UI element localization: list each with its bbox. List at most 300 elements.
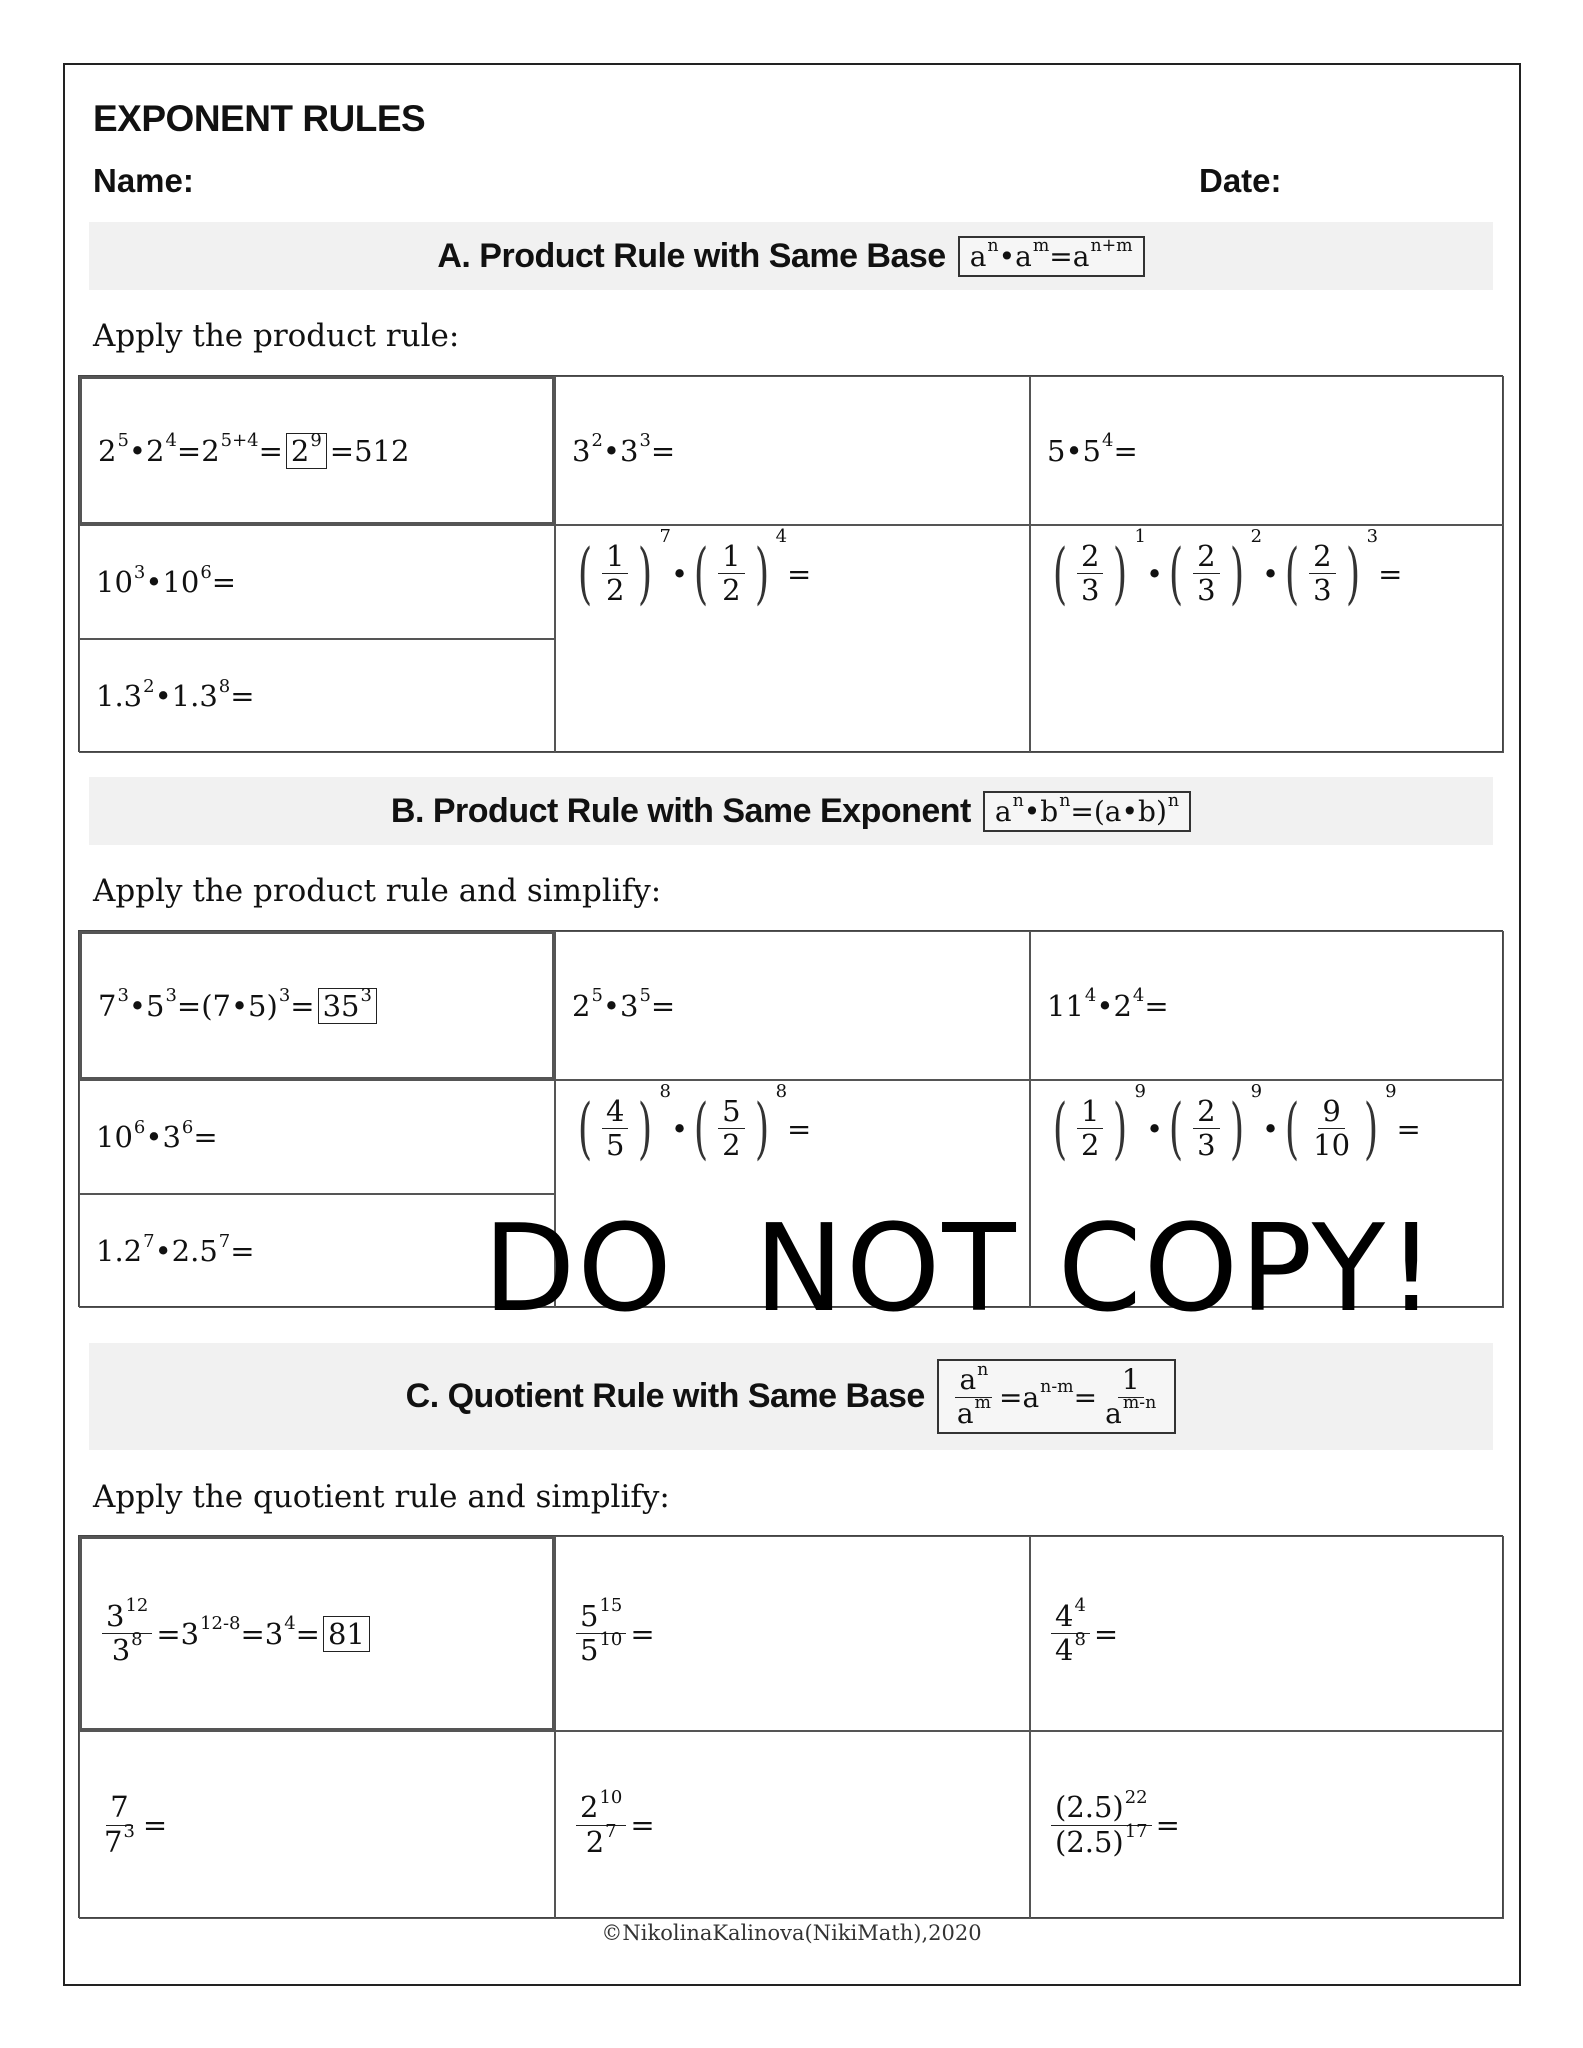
exponent: n xyxy=(977,1359,989,1380)
exponent: 3 xyxy=(639,430,651,452)
math-expression xyxy=(328,1617,365,1651)
numerator xyxy=(1077,540,1103,574)
math-text: 5 xyxy=(722,1094,741,1128)
math-expression xyxy=(1189,540,1223,608)
math-expression xyxy=(572,526,812,613)
math-expression xyxy=(98,1595,373,1668)
exponent: 10 xyxy=(599,1629,623,1651)
math-text: = xyxy=(142,1808,168,1842)
denominator xyxy=(953,1393,995,1430)
math-text: •10 xyxy=(145,565,200,599)
fraction xyxy=(576,1786,626,1859)
problem-cell xyxy=(1030,1731,1504,1919)
math-expression xyxy=(572,430,676,468)
math-text: •2.5 xyxy=(154,1234,218,1268)
left-paren: ( xyxy=(577,534,593,613)
math-text: =2 xyxy=(176,433,220,468)
math-text: 2 xyxy=(1313,539,1332,573)
denominator xyxy=(1051,1820,1152,1859)
math-expression xyxy=(722,1095,740,1128)
math-text: 11 xyxy=(1047,988,1084,1023)
math-expression xyxy=(96,1230,255,1268)
exponent: 6 xyxy=(133,1116,146,1138)
math-text: = xyxy=(211,565,237,599)
problem-cell xyxy=(555,376,1030,525)
exponent: m xyxy=(1032,236,1050,257)
denominator xyxy=(1051,1629,1090,1667)
math-expression xyxy=(1305,1095,1358,1163)
fraction xyxy=(576,1595,626,1668)
left-paren: ( xyxy=(693,534,709,613)
math-expression xyxy=(1313,574,1331,607)
math-text: 35 xyxy=(322,988,360,1023)
section-a-instruction: Apply the product rule: xyxy=(93,318,460,354)
math-expression xyxy=(1047,430,1138,468)
exponent: 8 xyxy=(775,1081,788,1103)
numerator xyxy=(1077,1095,1103,1129)
math-text: =(a•b) xyxy=(1070,794,1167,828)
section-b-header xyxy=(89,777,1493,845)
math-expression xyxy=(572,985,676,1023)
math-expression xyxy=(714,540,748,608)
exponent: n-m xyxy=(1040,1377,1074,1398)
math-expression xyxy=(722,1129,740,1162)
math-expression xyxy=(580,1595,623,1633)
denominator xyxy=(602,574,628,607)
math-text: •a xyxy=(998,239,1032,273)
numerator xyxy=(718,1095,744,1129)
exponent: 3 xyxy=(117,985,129,1007)
math-text: 3 xyxy=(1197,1128,1216,1163)
math-expression xyxy=(959,1359,989,1397)
section-a-header xyxy=(89,222,1493,290)
math-text: 1 xyxy=(606,539,625,573)
math-expression xyxy=(956,1393,991,1430)
right-paren: ) xyxy=(1229,534,1244,613)
exponent: n xyxy=(1059,791,1071,812)
math-text: = xyxy=(258,433,283,468)
math-expression xyxy=(1073,540,1107,608)
math-text: •1.3 xyxy=(154,679,218,713)
math-text: •3 xyxy=(145,1120,181,1154)
exponent: 9 xyxy=(1134,1081,1146,1103)
math-text: 4 xyxy=(1055,1633,1074,1667)
problem-cell xyxy=(79,525,555,639)
problem-cell xyxy=(79,1731,555,1919)
fraction xyxy=(1193,540,1219,608)
parenthesized-group xyxy=(1047,1081,1146,1168)
math-text: • xyxy=(1262,1111,1280,1146)
math-text: 2 xyxy=(290,433,310,468)
math-text: 7 xyxy=(110,1790,129,1825)
right-paren: ) xyxy=(754,1089,769,1168)
right-paren: ) xyxy=(1113,534,1128,613)
math-text: = xyxy=(630,1808,655,1842)
exponent: m xyxy=(974,1393,991,1414)
math-expression xyxy=(598,1095,632,1163)
exponent: n xyxy=(1167,791,1180,812)
math-expression xyxy=(1122,1364,1140,1396)
fraction xyxy=(602,1095,628,1163)
exponent: n xyxy=(1012,791,1024,812)
math-text: 2 xyxy=(722,573,741,608)
exponent: 12 xyxy=(125,1595,149,1617)
exponent: 4 xyxy=(165,430,177,452)
math-expression xyxy=(96,561,237,599)
math-text: 2 xyxy=(1197,539,1216,573)
name-label: Name: xyxy=(93,162,194,199)
math-text: = xyxy=(1155,1808,1180,1842)
exponent: 8 xyxy=(1074,1629,1086,1651)
math-expression xyxy=(722,574,740,607)
denominator xyxy=(1101,1393,1160,1430)
exponent: 8 xyxy=(218,675,231,697)
math-text: 3 xyxy=(111,1633,131,1667)
numerator xyxy=(576,1786,626,1825)
math-text: = xyxy=(230,1234,255,1268)
exponent: 2 xyxy=(143,675,155,697)
exponent: 6 xyxy=(200,561,212,583)
math-text: = xyxy=(193,1120,218,1154)
math-expression xyxy=(1313,1129,1350,1162)
math-text: = xyxy=(1113,433,1138,468)
exponent: 4 xyxy=(775,526,788,548)
math-expression xyxy=(106,1595,149,1633)
problem-cell xyxy=(1030,1536,1504,1731)
fraction xyxy=(1051,1595,1090,1668)
denominator xyxy=(1309,1129,1354,1162)
math-text: •2 xyxy=(128,433,165,468)
numerator xyxy=(1318,1095,1344,1129)
exponent: 2 xyxy=(1250,526,1263,548)
fraction xyxy=(953,1359,995,1430)
problem-cell xyxy=(555,1731,1030,1919)
fraction xyxy=(100,1791,139,1859)
exponent: 9 xyxy=(1385,1081,1397,1103)
exponent: 2 xyxy=(591,430,603,452)
left-paren: ( xyxy=(1284,534,1300,613)
problem-cell xyxy=(79,639,555,753)
math-text: 1.2 xyxy=(96,1234,143,1268)
worksheet-title: EXPONENT RULES xyxy=(93,98,426,139)
math-text: =512 xyxy=(329,433,410,468)
math-text: 2 xyxy=(585,1824,605,1859)
parenthesized-group xyxy=(572,526,671,613)
math-text: 9 xyxy=(1322,1094,1341,1128)
math-expression xyxy=(585,1820,617,1859)
section-a-title: A. Product Rule with Same Base xyxy=(437,236,946,275)
exponent: 6 xyxy=(181,1116,194,1138)
parenthesized-group xyxy=(1279,1081,1397,1168)
math-expression xyxy=(322,985,372,1023)
math-text: 10 xyxy=(96,1120,133,1154)
numerator xyxy=(602,1095,628,1129)
math-text: • xyxy=(1145,556,1164,591)
exponent: 4 xyxy=(1102,430,1114,452)
parenthesized-group xyxy=(688,526,788,613)
math-text: • xyxy=(670,556,689,591)
right-paren: ) xyxy=(754,534,769,613)
math-text: =(7•5) xyxy=(176,988,278,1023)
math-expression xyxy=(1081,574,1099,607)
left-paren: ( xyxy=(693,1089,709,1168)
fraction xyxy=(1309,540,1335,608)
math-text: =a xyxy=(998,1380,1040,1414)
section-c-title: C. Quotient Rule with Same Base xyxy=(405,1377,925,1415)
math-expression xyxy=(1313,540,1331,573)
math-text: 7 xyxy=(98,988,117,1023)
math-text: a xyxy=(959,1363,977,1397)
fraction xyxy=(1101,1364,1160,1429)
section-b-instruction: Apply the product rule and simplify: xyxy=(93,873,662,909)
math-text: • xyxy=(1262,556,1280,591)
problem-cell xyxy=(1030,525,1504,753)
denominator xyxy=(718,1129,744,1162)
math-text: 10 xyxy=(1313,1128,1351,1163)
right-paren: ) xyxy=(1113,1089,1128,1168)
denominator xyxy=(602,1129,628,1162)
math-text: 7 xyxy=(104,1824,123,1859)
problem-cell-example xyxy=(79,1536,555,1731)
exponent: 7 xyxy=(143,1230,155,1252)
math-text: 1 xyxy=(1081,1094,1100,1128)
exponent: 7 xyxy=(605,1820,617,1842)
denominator xyxy=(1193,1129,1219,1162)
math-expression xyxy=(1105,1393,1157,1430)
exponent: 3 xyxy=(123,1820,135,1842)
math-expression xyxy=(1197,540,1215,573)
math-text: 4 xyxy=(1055,1598,1074,1633)
math-text: = xyxy=(630,1616,655,1651)
parenthesized-group xyxy=(1163,526,1263,613)
left-paren: ( xyxy=(1168,534,1184,613)
math-text: 1 xyxy=(1121,1363,1140,1397)
exponent: 3 xyxy=(165,985,177,1007)
math-text: 3 xyxy=(1313,573,1332,608)
fraction xyxy=(1077,540,1103,608)
math-text: 5•5 xyxy=(1047,433,1102,468)
math-text: 4 xyxy=(606,1094,625,1128)
math-expression xyxy=(1055,1820,1148,1859)
exponent: 4 xyxy=(1132,985,1145,1007)
math-text: 2 xyxy=(98,433,117,468)
denominator xyxy=(100,1820,139,1859)
math-text: • xyxy=(670,1111,689,1146)
math-expression xyxy=(949,1359,1165,1430)
math-text: 10 xyxy=(96,565,133,599)
math-text: a xyxy=(1105,1396,1122,1430)
math-expression xyxy=(1073,1095,1107,1163)
math-expression xyxy=(1322,1095,1340,1128)
numerator xyxy=(1193,540,1219,574)
math-text: •b xyxy=(1023,794,1059,828)
math-expression xyxy=(96,1791,167,1859)
right-paren: ) xyxy=(638,534,653,613)
problem-cell xyxy=(79,1080,555,1194)
math-expression xyxy=(1197,574,1215,607)
denominator xyxy=(718,574,744,607)
math-text: 81 xyxy=(327,1616,365,1651)
math-expression xyxy=(994,791,1180,828)
math-expression xyxy=(598,540,632,608)
exponent: 5 xyxy=(591,985,603,1007)
math-text: 3 xyxy=(106,1598,125,1633)
problem-cell xyxy=(555,525,1030,753)
math-text: 2 xyxy=(580,1790,599,1825)
parenthesized-group xyxy=(572,1081,671,1168)
exponent: 12-8 xyxy=(200,1613,241,1635)
math-text: =3 xyxy=(156,1616,200,1651)
math-expression xyxy=(1081,1095,1099,1128)
math-text: •3 xyxy=(602,988,639,1023)
math-text: 3 xyxy=(572,433,591,468)
math-text: = xyxy=(1396,1111,1421,1146)
math-expression xyxy=(572,1081,812,1168)
math-expression xyxy=(1081,540,1099,573)
left-paren: ( xyxy=(1284,1089,1300,1168)
math-text: = xyxy=(230,679,255,713)
math-expression xyxy=(1189,1095,1223,1163)
math-expression xyxy=(1055,1786,1148,1825)
math-expression xyxy=(96,675,255,713)
section-c-instruction: Apply the quotient rule and simplify: xyxy=(93,1479,670,1515)
math-expression xyxy=(110,1791,128,1824)
section-b-formula xyxy=(983,791,1191,832)
math-expression xyxy=(969,236,1133,273)
math-expression xyxy=(1055,1629,1086,1667)
math-text: a xyxy=(969,239,987,273)
math-expression xyxy=(606,574,624,607)
parenthesized-group xyxy=(1163,1081,1263,1168)
math-expression xyxy=(580,1629,623,1667)
parenthesized-group xyxy=(1047,526,1146,613)
problem-cell xyxy=(1030,376,1504,525)
exponent: 8 xyxy=(131,1629,143,1651)
right-paren: ) xyxy=(1345,534,1360,613)
right-paren: ) xyxy=(638,1089,653,1168)
fraction xyxy=(718,540,744,608)
math-text: 5 xyxy=(580,1598,599,1633)
exponent: 5 xyxy=(117,430,129,452)
problem-cell-example xyxy=(79,376,555,525)
exponent: 8 xyxy=(659,1081,671,1103)
answer-box xyxy=(286,430,327,469)
exponent: 3 xyxy=(360,985,372,1007)
exponent: 15 xyxy=(599,1595,623,1617)
math-expression xyxy=(98,985,380,1024)
math-text: 3 xyxy=(1081,573,1100,608)
denominator xyxy=(582,1820,621,1859)
fraction xyxy=(602,540,628,608)
math-text: = xyxy=(1073,1380,1098,1414)
exponent: 3 xyxy=(1366,526,1379,548)
math-expression xyxy=(1197,1095,1215,1128)
math-text: = xyxy=(295,1616,320,1651)
math-expression xyxy=(1047,1786,1180,1859)
math-text: • xyxy=(1145,1111,1164,1146)
math-text: = xyxy=(1144,988,1169,1023)
math-text: 3 xyxy=(1197,573,1216,608)
math-expression xyxy=(722,540,740,573)
numerator xyxy=(1193,1095,1219,1129)
math-text: (2.5) xyxy=(1055,1824,1124,1859)
exponent: 22 xyxy=(1124,1786,1148,1808)
parenthesized-group xyxy=(688,1081,788,1168)
math-text: 1 xyxy=(722,539,741,573)
exponent: 3 xyxy=(278,985,291,1007)
math-text: a xyxy=(956,1396,974,1430)
problem-cell xyxy=(555,1536,1030,1731)
math-text: 2 xyxy=(1081,1128,1100,1163)
exponent: n+m xyxy=(1090,236,1133,257)
problem-cell-example xyxy=(79,931,555,1080)
math-expression xyxy=(1305,540,1339,608)
math-text: = xyxy=(650,433,676,468)
math-expression xyxy=(1047,526,1403,613)
math-expression xyxy=(111,1629,143,1667)
exponent: 3 xyxy=(133,561,146,583)
math-expression xyxy=(1055,1595,1086,1633)
math-text: a xyxy=(994,794,1012,828)
section-c-header xyxy=(89,1343,1493,1450)
exponent: 9 xyxy=(1250,1081,1263,1103)
math-text: 2 xyxy=(722,1128,741,1163)
math-expression xyxy=(606,540,624,573)
exponent: m-n xyxy=(1122,1393,1157,1414)
exponent: 9 xyxy=(310,430,322,452)
math-expression xyxy=(714,1095,748,1163)
left-paren: ( xyxy=(1052,1089,1068,1168)
section-c-table xyxy=(78,1535,1503,1918)
numerator xyxy=(1309,540,1335,574)
exponent: 4 xyxy=(1084,985,1097,1007)
denominator xyxy=(1077,574,1103,607)
denominator xyxy=(1309,574,1335,607)
watermark: DO NOT COPY! xyxy=(483,1200,1438,1339)
answer-box xyxy=(323,1616,370,1652)
math-text: •5 xyxy=(128,988,165,1023)
math-text: (2.5) xyxy=(1055,1790,1124,1825)
math-text: = xyxy=(787,1111,812,1146)
parenthesized-group xyxy=(1279,526,1379,613)
math-expression xyxy=(98,430,410,469)
math-expression xyxy=(1197,1129,1215,1162)
section-c-formula xyxy=(937,1359,1177,1433)
answer-box xyxy=(318,985,377,1024)
math-text: =3 xyxy=(240,1616,284,1651)
exponent: n xyxy=(987,236,999,257)
problem-cell xyxy=(555,931,1030,1080)
math-text: 1.3 xyxy=(96,679,143,713)
math-text: 2 xyxy=(606,573,625,608)
denominator xyxy=(108,1629,147,1667)
fraction xyxy=(1309,1095,1354,1163)
math-text: = xyxy=(650,988,676,1023)
math-text: •2 xyxy=(1096,988,1132,1023)
math-text: 2 xyxy=(1197,1094,1216,1128)
denominator xyxy=(1077,1129,1103,1162)
math-text: = xyxy=(787,556,812,591)
fraction xyxy=(102,1595,152,1668)
numerator xyxy=(102,1595,152,1634)
math-text: 2 xyxy=(572,988,591,1023)
copyright-footer: ©NikolinaKalinova(NikiMath),2020 xyxy=(601,1921,982,1945)
left-paren: ( xyxy=(1168,1089,1184,1168)
denominator xyxy=(1193,574,1219,607)
left-paren: ( xyxy=(577,1089,593,1168)
exponent: 7 xyxy=(659,526,671,548)
exponent: 5 xyxy=(639,985,651,1007)
